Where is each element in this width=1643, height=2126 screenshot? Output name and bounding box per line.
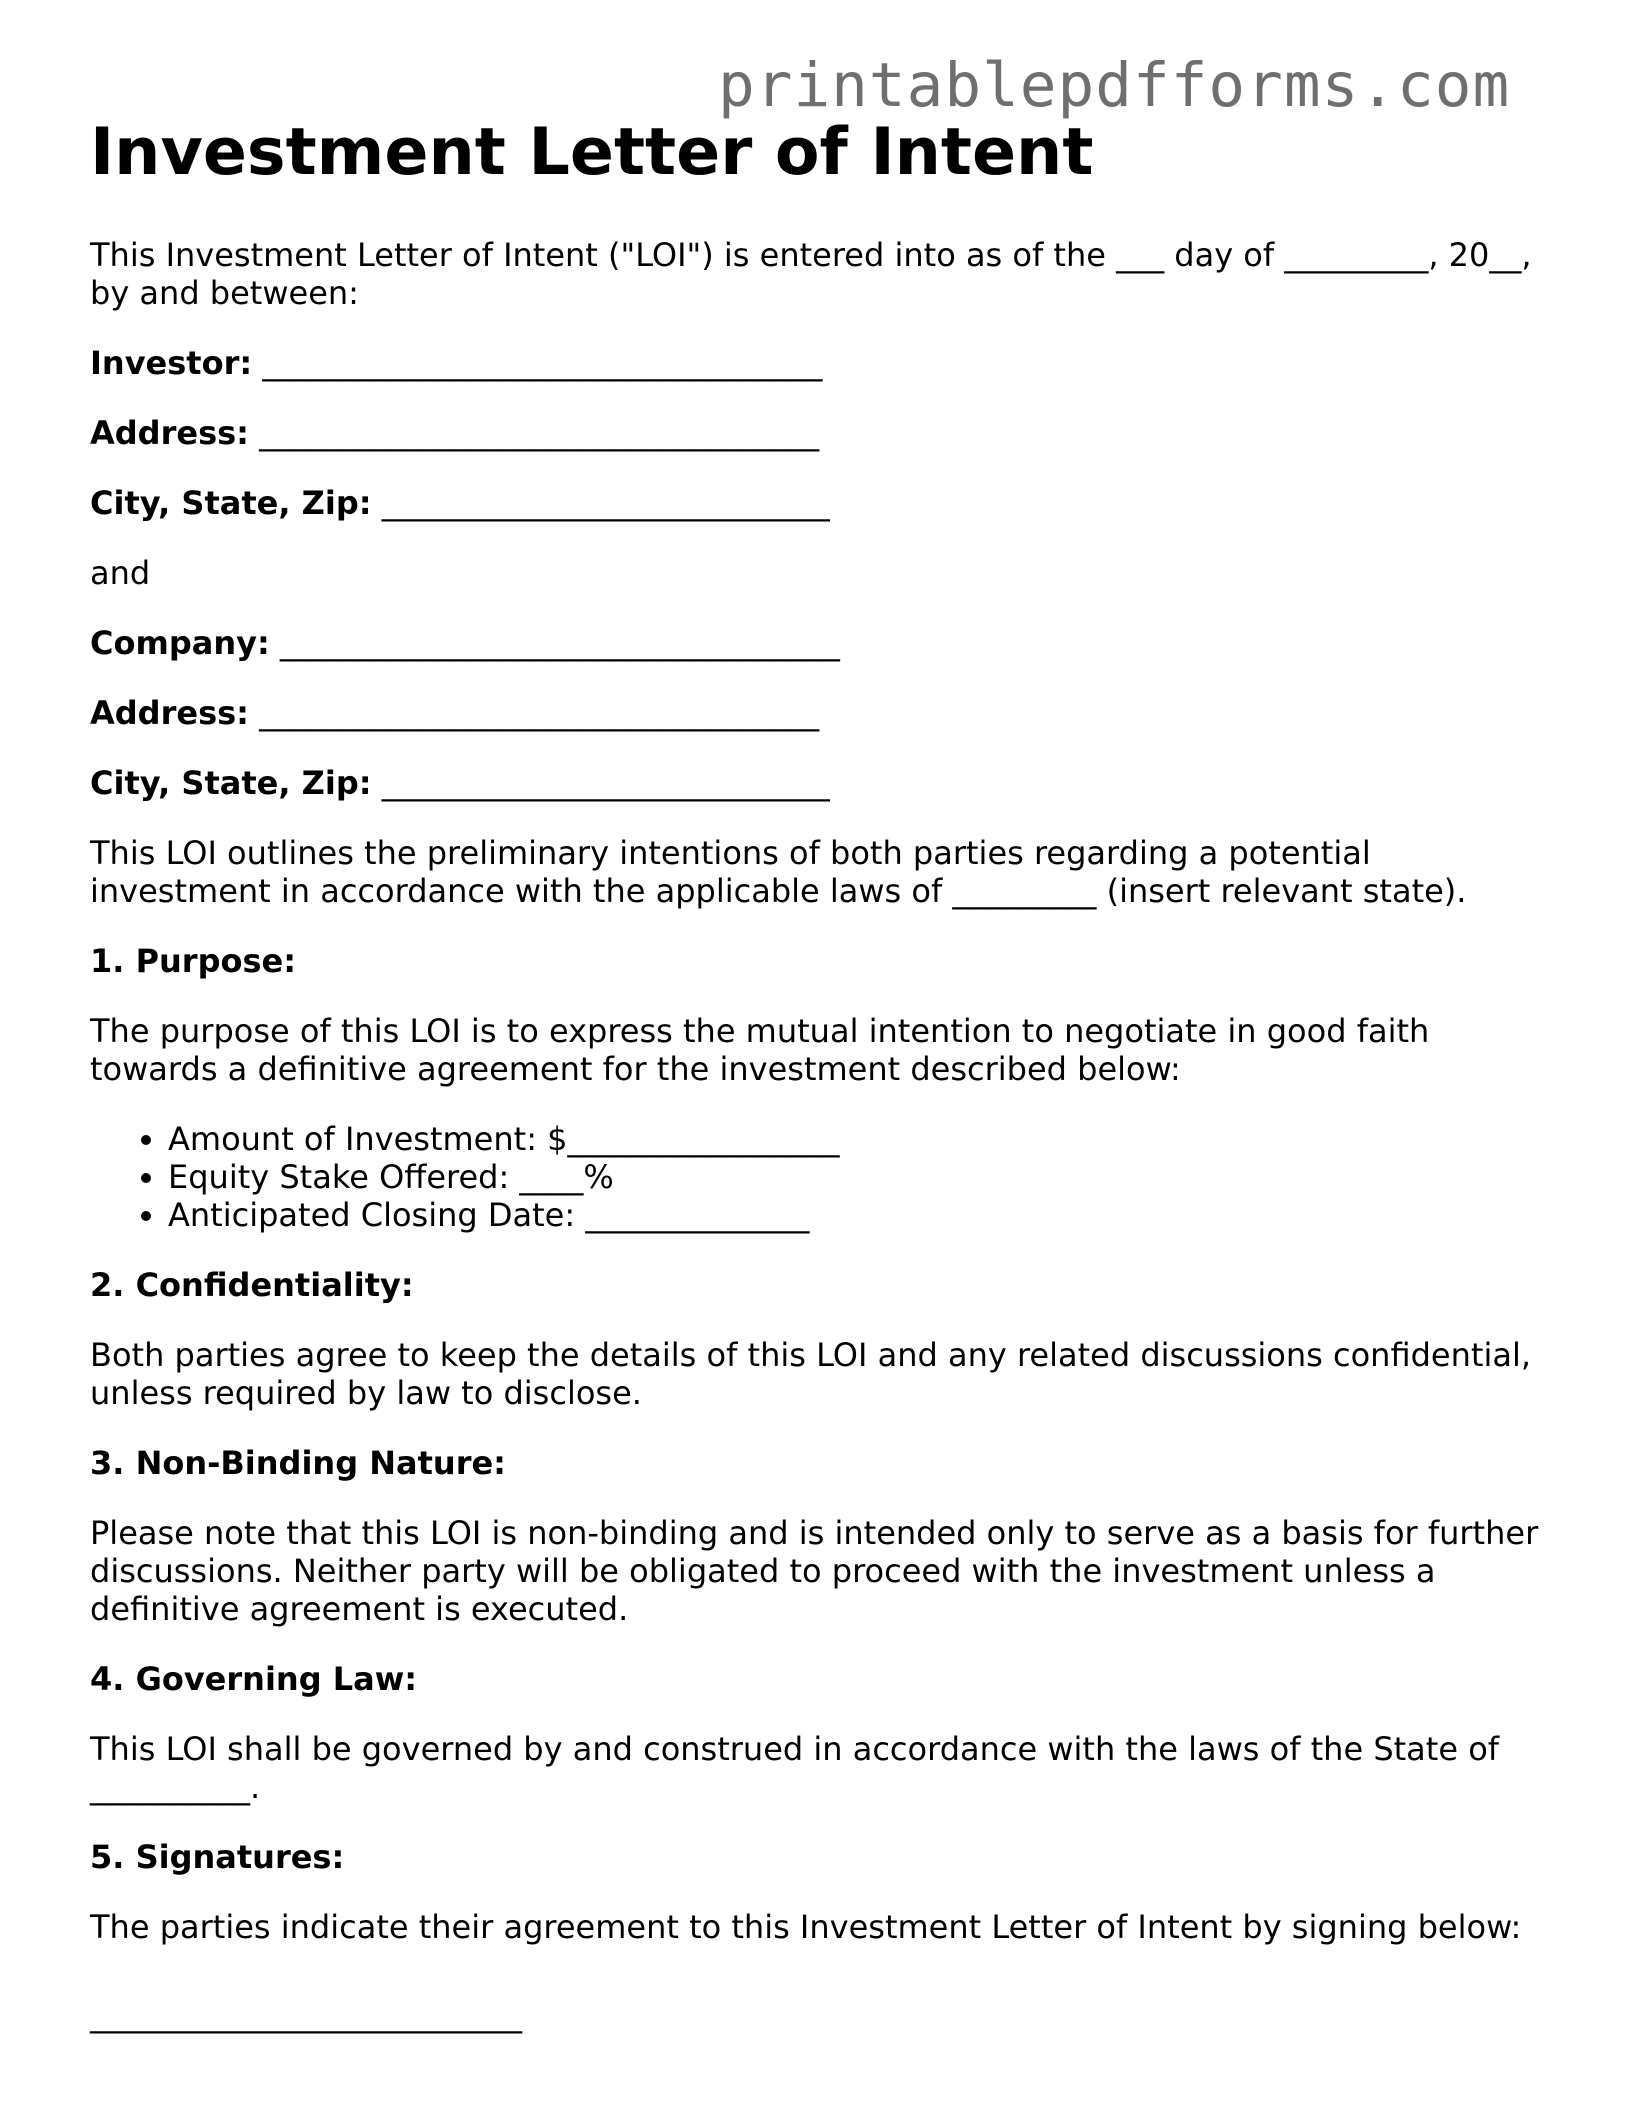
investor-name-blank[interactable]: ___________________________________ [252,344,823,382]
company-name-field [90,624,1560,662]
document-page [90,112,1560,2034]
investor-city-blank[interactable]: ____________________________ [371,484,830,522]
company-city-label: City, State, Zip: [90,764,372,802]
company-city-blank[interactable]: ____________________________ [371,764,830,802]
purpose-item-closing-date: • Anticipated Closing Date: ______________ [168,1196,1560,1234]
section-body-signatures: The parties indicate their agreement to this Investment Letter of Intent by signing below: [90,1908,1522,1946]
company-name-label: Company: [90,624,270,662]
signature-line[interactable]: ___________________________ [90,1996,522,2034]
section-heading-governing-law: 4. Governing Law: [90,1660,418,1698]
section-body-non-binding: Please note that this LOI is non-binding and is intended only to serve as a basis for further discussions. Neither party will be obligated to proceed with the investment unless a definitive agreement is executed. [90,1514,1539,1628]
section-heading-purpose: 1. Purpose: [90,942,297,980]
investor-name-field [90,344,1560,382]
investor-address-field [90,414,1560,452]
section-heading-non-binding: 3. Non-Binding Nature: [90,1444,506,1482]
company-city-field [90,764,1560,802]
purpose-list [90,1120,1560,1234]
investor-name-label: Investor: [90,344,253,382]
outline-paragraph: This LOI outlines the preliminary intentions of both parties regarding a potential investment in accordance with the applicable laws of _________ (insert relevant state). [90,834,1467,910]
section-body-governing-law: This LOI shall be governed by and construed in accordance with the laws of the State of __________. [90,1730,1500,1806]
purpose-item-equity: • Equity Stake Offered: ____% [168,1158,1560,1196]
company-name-blank[interactable]: ___________________________________ [269,624,840,662]
intro-paragraph: This Investment Letter of Intent ("LOI") is entered into as of the ___ day of _________, 20__, by and between: [90,236,1532,312]
watermark: printablepdfforms.com [718,50,1511,121]
section-body-purpose: The purpose of this LOI is to express the mutual intention to negotiate in good faith towards a definitive agreement for the investment described below: [90,1012,1430,1088]
investor-address-label: Address: [90,414,249,452]
investor-address-blank[interactable]: ___________________________________ [248,414,820,452]
section-heading-confidentiality: 2. Confidentiality: [90,1266,414,1304]
and-text: and [90,554,151,592]
purpose-item-amount: • Amount of Investment: $_________________ [168,1120,1560,1158]
company-address-label: Address: [90,694,249,732]
section-body-confidentiality: Both parties agree to keep the details of this LOI and any related discussions confidential, unless required by law to disclose. [90,1336,1531,1412]
investor-city-label: City, State, Zip: [90,484,372,522]
section-heading-signatures: 5. Signatures: [90,1838,345,1876]
company-address-field [90,694,1560,732]
company-address-blank[interactable]: ___________________________________ [248,694,820,732]
document-title: Investment Letter of Intent [90,115,1094,190]
investor-city-field [90,484,1560,522]
